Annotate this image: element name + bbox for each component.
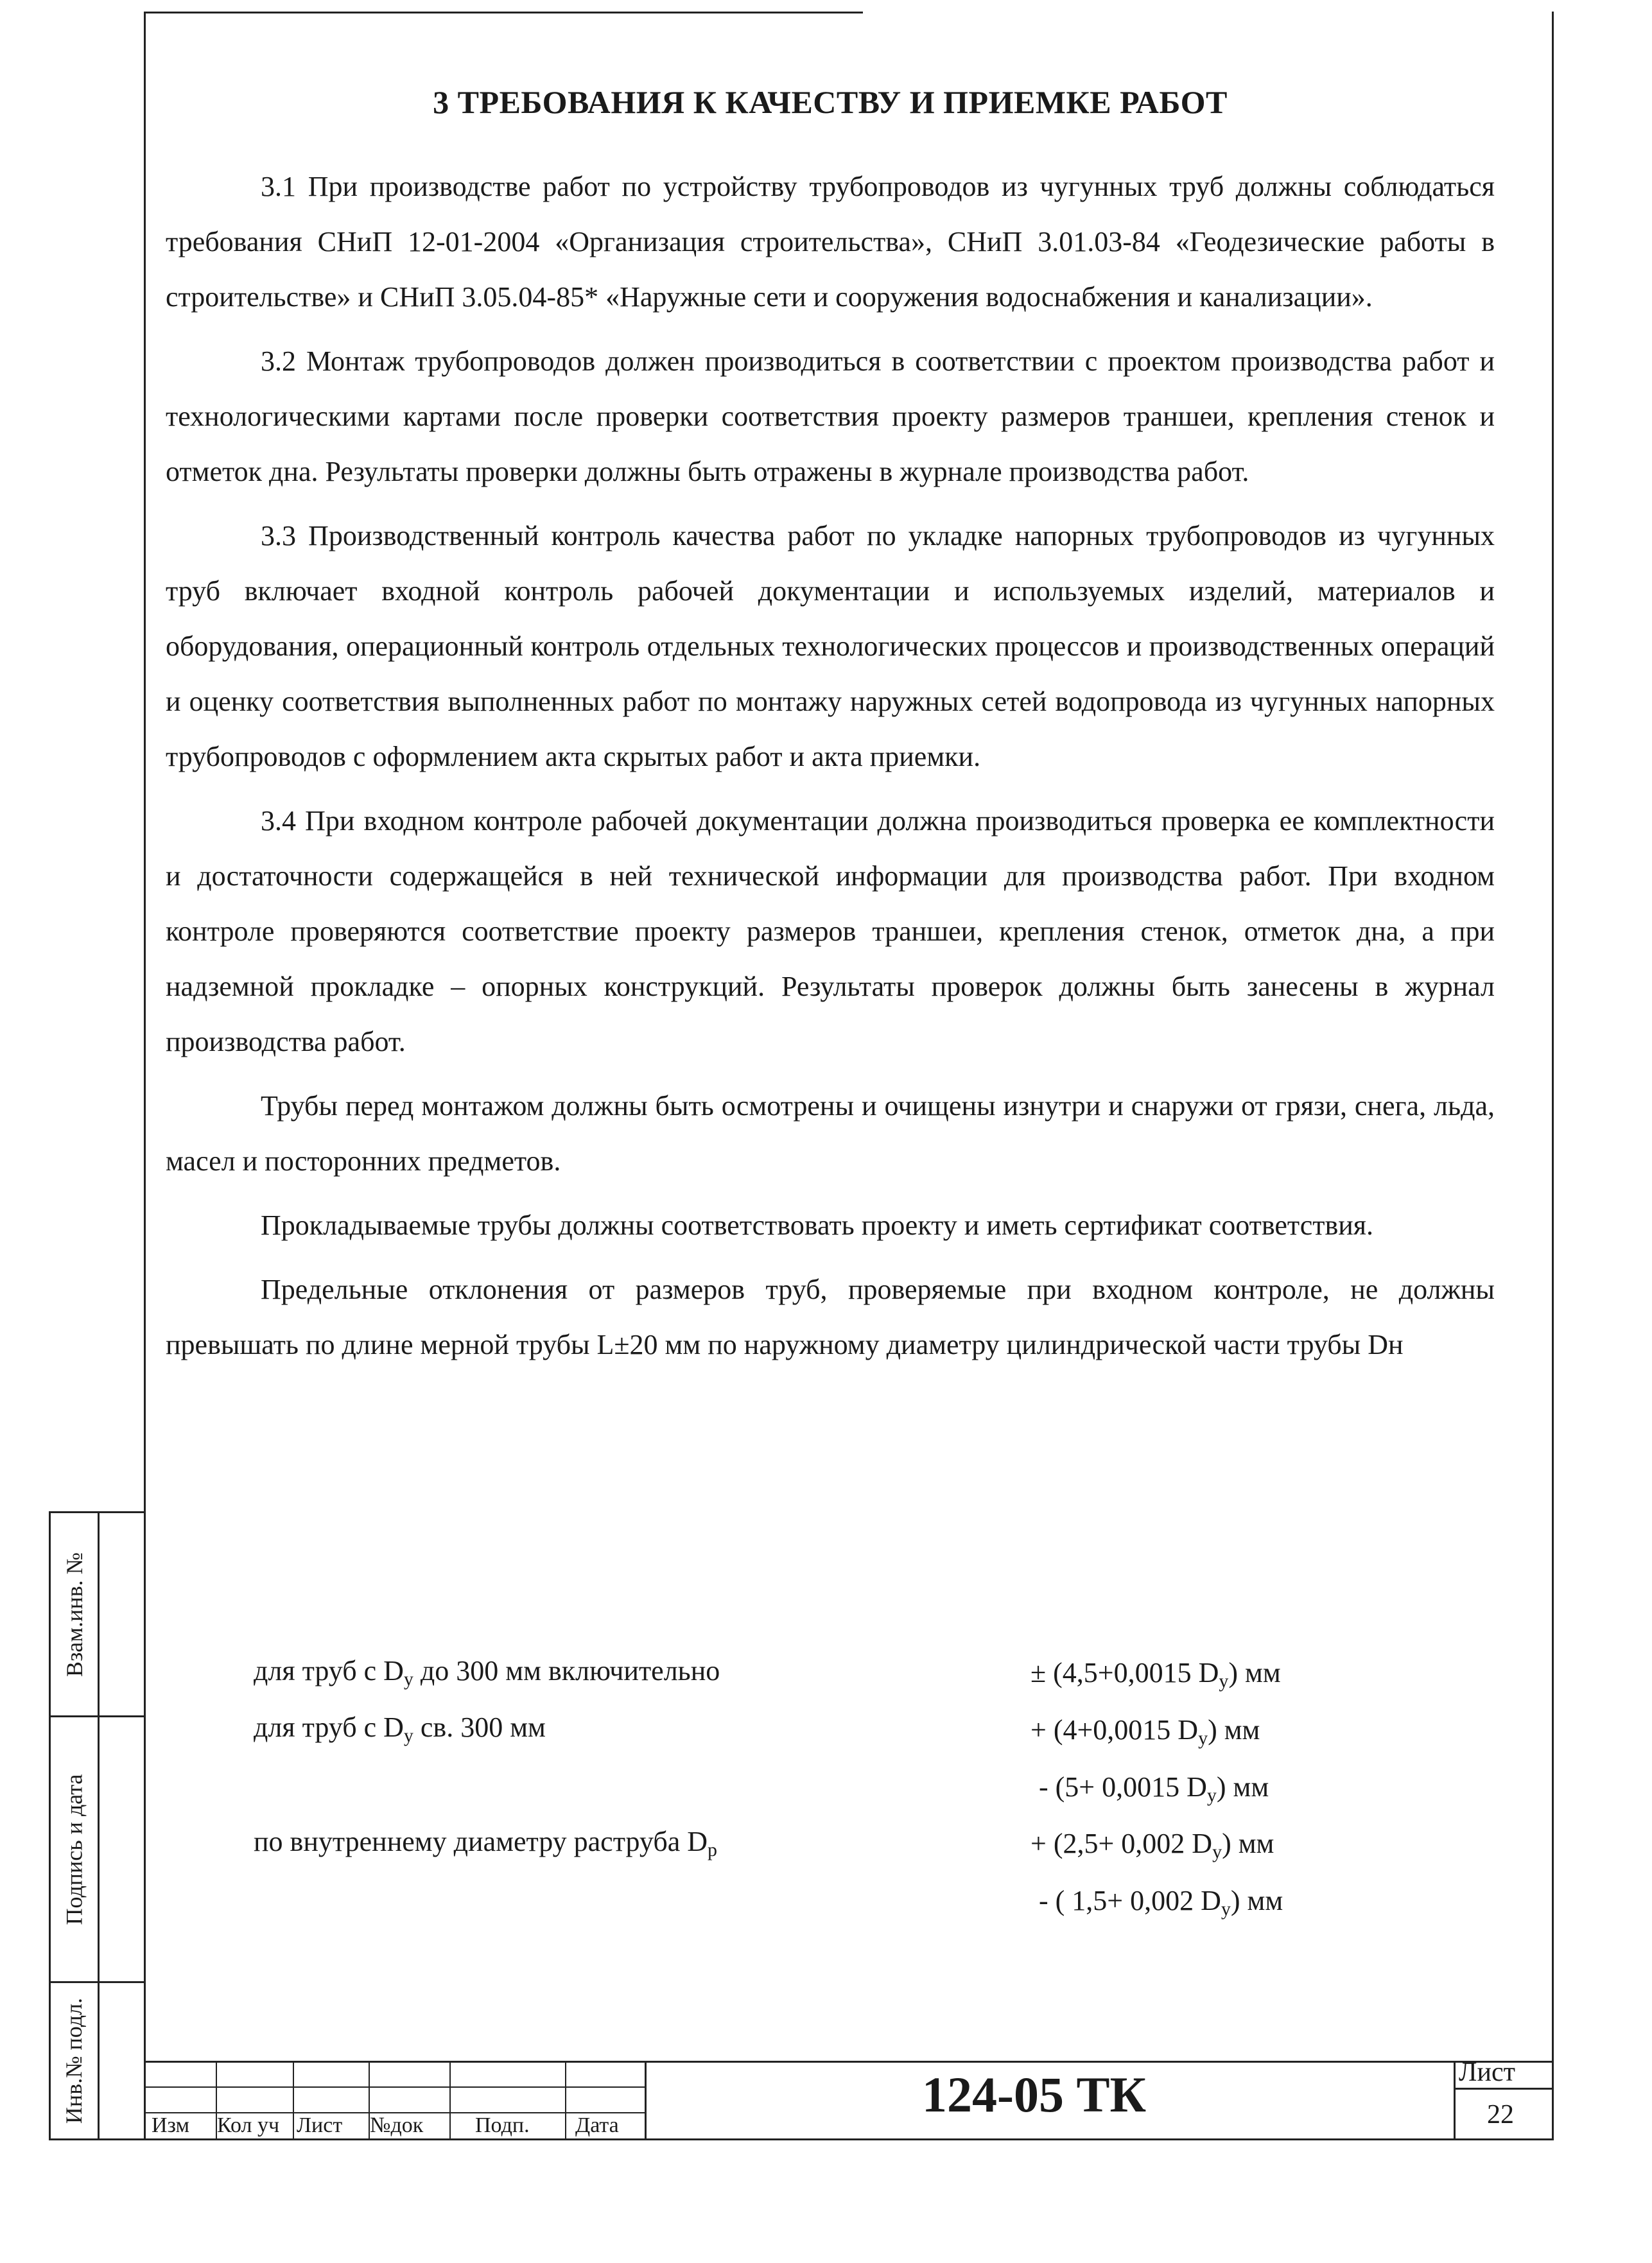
tolerance-value-1: ± (4,5+0,0015 $D_у$) мм	[1030, 1657, 1281, 1692]
original-inventory-cell	[51, 1983, 98, 2138]
tolerance-value-4: + (2,5+ 0,002 $D_у$) мм	[1030, 1828, 1274, 1862]
paragraph-3-4: 3.4 При входном контроле рабочей документации должна производиться проверка ее комплектности и достаточности содержащейся в ней технической информации для производства работ. При входном контроле проверяются соответствие проекту размеров траншеи, крепления стенок, отметок дна, а при надземной прокладке – опорных конструкций. Результаты проверок должны быть занесены в журнал производства работ.	[166, 805, 1495, 1057]
revision-col-line-4	[449, 2061, 451, 2139]
column-label-doc-number: №док	[370, 2113, 424, 2137]
tolerance-label-4: по внутреннему диаметру раструба $D_р$	[254, 1826, 718, 1860]
tolerance-label-1: для труб с $D_у$ до 300 мм включительно	[254, 1655, 720, 1690]
paragraph-pipes-certificate: Прокладываемые трубы должны соответствовать проекту и иметь сертификат соответствия.	[261, 1210, 1374, 1241]
column-label-date: Дата	[575, 2113, 619, 2137]
paragraph-3-3: 3.3 Производственный контроль качества работ по укладке напорных трубопроводов из чугунных труб включает входной контроль рабочей документации и используемых изделий, материалов и оборудования, операционный контроль отдельных технологических процессов и производственных операций и оценку соответствия выполненных работ по монтажу наружных сетей водопровода из чугунных напорных трубопроводов с оформлением акта скрытых работ и акта приемки.	[166, 520, 1495, 772]
title-block-top-line	[144, 2061, 1552, 2063]
paragraph-pipes-inspection: Трубы перед монтажом должны быть осмотрены и очищены изнутри и снаружи от грязи, снега, льда, масел и посторонних предметов.	[166, 1090, 1495, 1177]
section-title: 3 ТРЕБОВАНИЯ К КАЧЕСТВУ И ПРИЕМКЕ РАБОТ	[433, 84, 1228, 120]
column-label-sheet: Лист	[297, 2113, 343, 2137]
paragraph-3-2: 3.2 Монтаж трубопроводов должен производиться в соответствии с проектом производства работ и технологическими картами после проверки соответствия проекту размеров траншеи, крепления стенок и отметок дна. Результаты проверки должны быть отражены в журнале производства работ.	[166, 345, 1495, 487]
frame-bottom-border	[49, 2138, 1554, 2140]
paragraph-deviation-limits: Предельные отклонения от размеров труб, проверяемые при входном контроле, не должны превышать по длине мерной трубы L±20 мм по наружному диаметру цилиндрической части трубы Dн	[166, 1274, 1495, 1360]
tolerance-label-2: для труб с $D_у$ св. 300 мм	[254, 1712, 546, 1746]
revision-col-line-5	[565, 2061, 566, 2139]
tolerance-value-5: - ( 1,5+ 0,002 $D_у$) мм	[1039, 1885, 1283, 1920]
column-label-signature: Подп.	[475, 2113, 530, 2137]
column-label-change: Изм	[152, 2113, 190, 2137]
sheet-number: 22	[1487, 2100, 1514, 2129]
frame-right-border	[1552, 12, 1554, 2140]
tolerance-value-3: - (5+ 0,0015 $D_у$) мм	[1039, 1771, 1269, 1806]
replaced-inventory-label: Взам.инв. №	[61, 1552, 87, 1677]
signature-date-cell	[51, 1717, 98, 1981]
frame-left-border	[144, 12, 146, 2140]
original-inventory-label: Инв.№ подл.	[61, 1997, 87, 2124]
document-code: 124-05 ТК	[922, 2067, 1147, 2122]
document-body	[166, 83, 1495, 1382]
sheet-box-left-line	[1454, 2061, 1456, 2139]
sheet-box-divider	[1454, 2088, 1552, 2090]
signature-date-label: Подпись и дата	[61, 1774, 87, 1925]
column-label-count: Кол уч	[217, 2113, 280, 2137]
revision-row-line-1	[144, 2086, 645, 2088]
sheet-label: Лист	[1459, 2058, 1515, 2087]
revision-col-line-2	[293, 2061, 294, 2139]
paragraph-3-1: 3.1 При производстве работ по устройству трубопроводов из чугунных труб должны соблюдаться требования СНиП 12-01-2004 «Организация строительства», СНиП 3.01.03-84 «Геодезические работы в строительстве» и СНиП 3.05.04-85* «Наружные сети и сооружения водоснабжения и канализации».	[166, 171, 1495, 313]
revision-col-line-6	[645, 2061, 647, 2139]
frame-top-border	[144, 12, 863, 13]
replaced-inventory-cell	[51, 1513, 98, 1715]
side-stamp-mid-line	[98, 1511, 100, 2140]
tolerance-value-2: + (4+0,0015 $D_у$) мм	[1030, 1714, 1260, 1749]
